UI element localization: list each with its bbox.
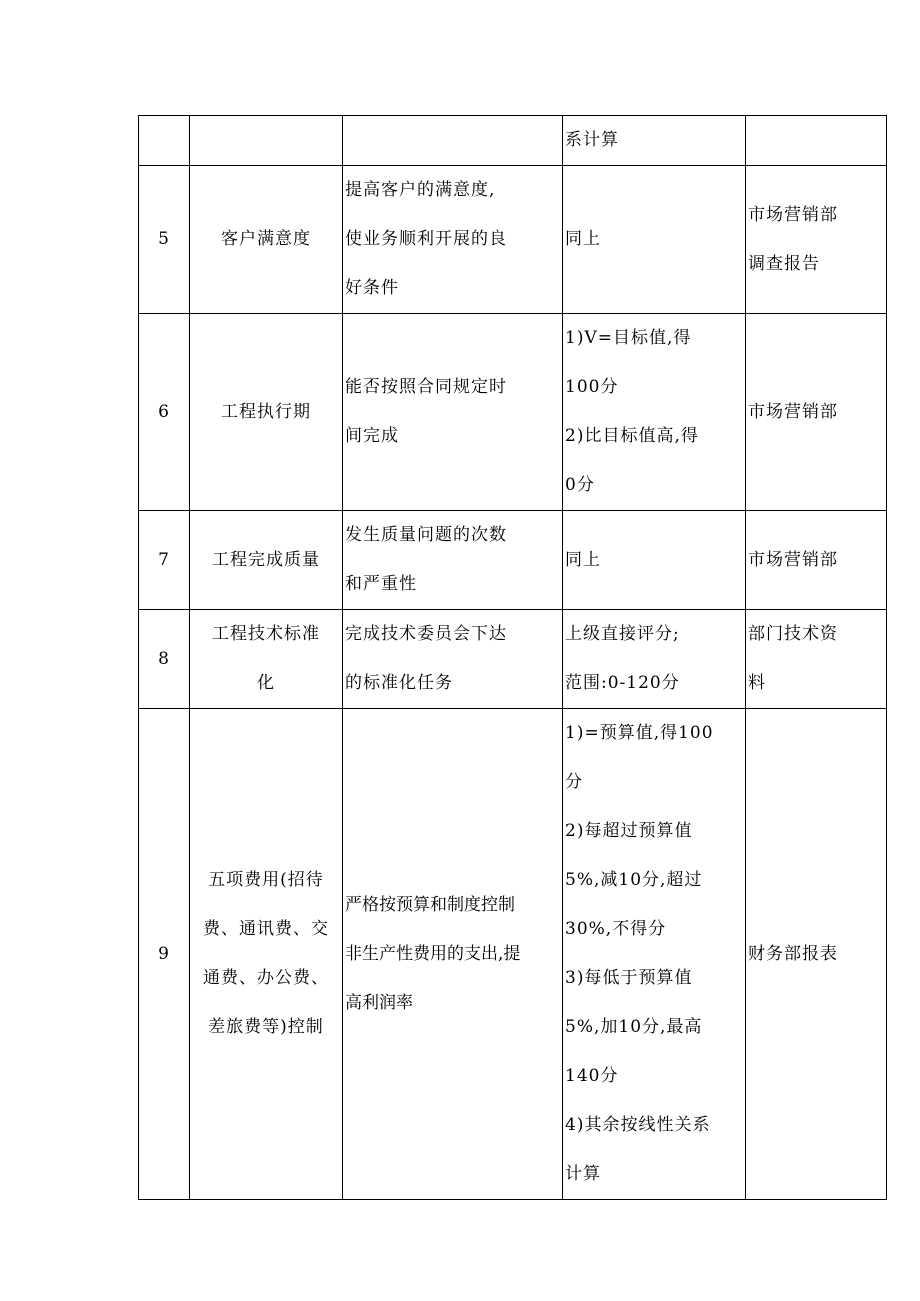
source-line: 财务部报表: [748, 943, 838, 964]
table-row: [139, 511, 887, 610]
row-number-cell: [139, 116, 190, 166]
rule-cell: [563, 511, 746, 610]
goal-line: 的标准化任务: [345, 673, 453, 693]
rule-line: 范围:0-120分: [565, 673, 680, 693]
rule-line: 4)其余按线性关系: [565, 1115, 711, 1135]
source-line: 部门技术资: [748, 624, 838, 644]
rule-line: 140分: [565, 1066, 619, 1086]
rule-line: 5%,减10分,超过: [565, 870, 703, 890]
rule-line: 5%,加10分,最高: [565, 1017, 703, 1037]
indicator-name-line: 客户满意度: [221, 229, 311, 249]
goal-line: 好条件: [345, 278, 399, 298]
rule-cell: [563, 314, 746, 511]
source-line: 调查报告: [748, 253, 820, 274]
source-line: 料: [748, 673, 766, 693]
kpi-table: [138, 115, 887, 1200]
rule-line: 分: [565, 772, 583, 792]
goal-line: 使业务顺利开展的良: [345, 229, 507, 249]
table-row: [139, 314, 887, 511]
rule-line: 2)比目标值高,得: [565, 426, 699, 446]
indicator-name-line: 费、通讯费、交: [203, 919, 329, 939]
indicator-name-cell: [190, 610, 343, 709]
source-cell: [746, 166, 887, 314]
rule-line: 0分: [565, 475, 595, 495]
rule-line: 3)每低于预算值: [565, 968, 693, 988]
goal-cell: [343, 511, 563, 610]
source-cell: [746, 610, 887, 709]
indicator-name-cell: [190, 709, 343, 1200]
source-cell: [746, 314, 887, 511]
indicator-name-line: 化: [257, 673, 275, 693]
rule-line: 同上: [565, 229, 601, 249]
indicator-name-line: 五项费用(招待: [208, 870, 324, 890]
indicator-name-cell: [190, 511, 343, 610]
goal-cell: [343, 116, 563, 166]
indicator-name-cell: [190, 166, 343, 314]
goal-line: 非生产性费用的支出,提: [345, 943, 521, 964]
table-row: [139, 709, 887, 1200]
rule-line: 系计算: [565, 130, 619, 150]
rule-line: 2)每超过预算值: [565, 821, 693, 841]
table-row: [139, 116, 887, 166]
table-row: [139, 166, 887, 314]
rule-line: 1)=预算值,得100: [565, 723, 714, 743]
indicator-name-line: 工程技术标准: [212, 624, 320, 644]
table-row: [139, 610, 887, 709]
indicator-name-cell: [190, 116, 343, 166]
rule-cell: [563, 116, 746, 166]
indicator-name-cell: [190, 314, 343, 511]
goal-line: 间完成: [345, 426, 399, 446]
goal-line: 发生质量问题的次数: [345, 525, 507, 545]
source-cell: [746, 511, 887, 610]
indicator-name-line: 工程执行期: [221, 401, 311, 422]
indicator-name-line: 工程完成质量: [212, 549, 320, 570]
rule-cell: [563, 610, 746, 709]
row-number-cell: 7: [139, 511, 190, 610]
row-number-cell: 5: [139, 166, 190, 314]
rule-cell: [563, 709, 746, 1200]
source-line: 市场营销部: [748, 401, 838, 422]
goal-line: 能否按照合同规定时: [345, 377, 507, 397]
goal-line: 高利润率: [345, 992, 413, 1013]
goal-line: 完成技术委员会下达: [345, 624, 507, 644]
row-number-cell: 6: [139, 314, 190, 511]
goal-cell: [343, 610, 563, 709]
goal-cell: [343, 314, 563, 511]
row-number-cell: 9: [139, 709, 190, 1200]
source-cell: [746, 116, 887, 166]
rule-line: 1)V=目标值,得: [565, 328, 692, 348]
rule-line: 同上: [565, 549, 601, 570]
goal-line: 严格按预算和制度控制: [345, 894, 515, 915]
rule-line: 30%,不得分: [565, 919, 667, 939]
source-line: 市场营销部: [748, 204, 838, 225]
rule-line: 计算: [565, 1164, 601, 1184]
goal-line: 和严重性: [345, 574, 417, 594]
rule-cell: [563, 166, 746, 314]
source-line: 市场营销部: [748, 549, 838, 570]
source-cell: [746, 709, 887, 1200]
goal-cell: [343, 166, 563, 314]
rule-line: 100分: [565, 377, 619, 397]
goal-cell: [343, 709, 563, 1200]
row-number-cell: 8: [139, 610, 190, 709]
indicator-name-line: 通费、办公费、: [203, 968, 329, 988]
goal-line: 提高客户的满意度,: [345, 180, 496, 200]
indicator-name-line: 差旅费等)控制: [208, 1017, 324, 1037]
rule-line: 上级直接评分;: [565, 624, 680, 644]
